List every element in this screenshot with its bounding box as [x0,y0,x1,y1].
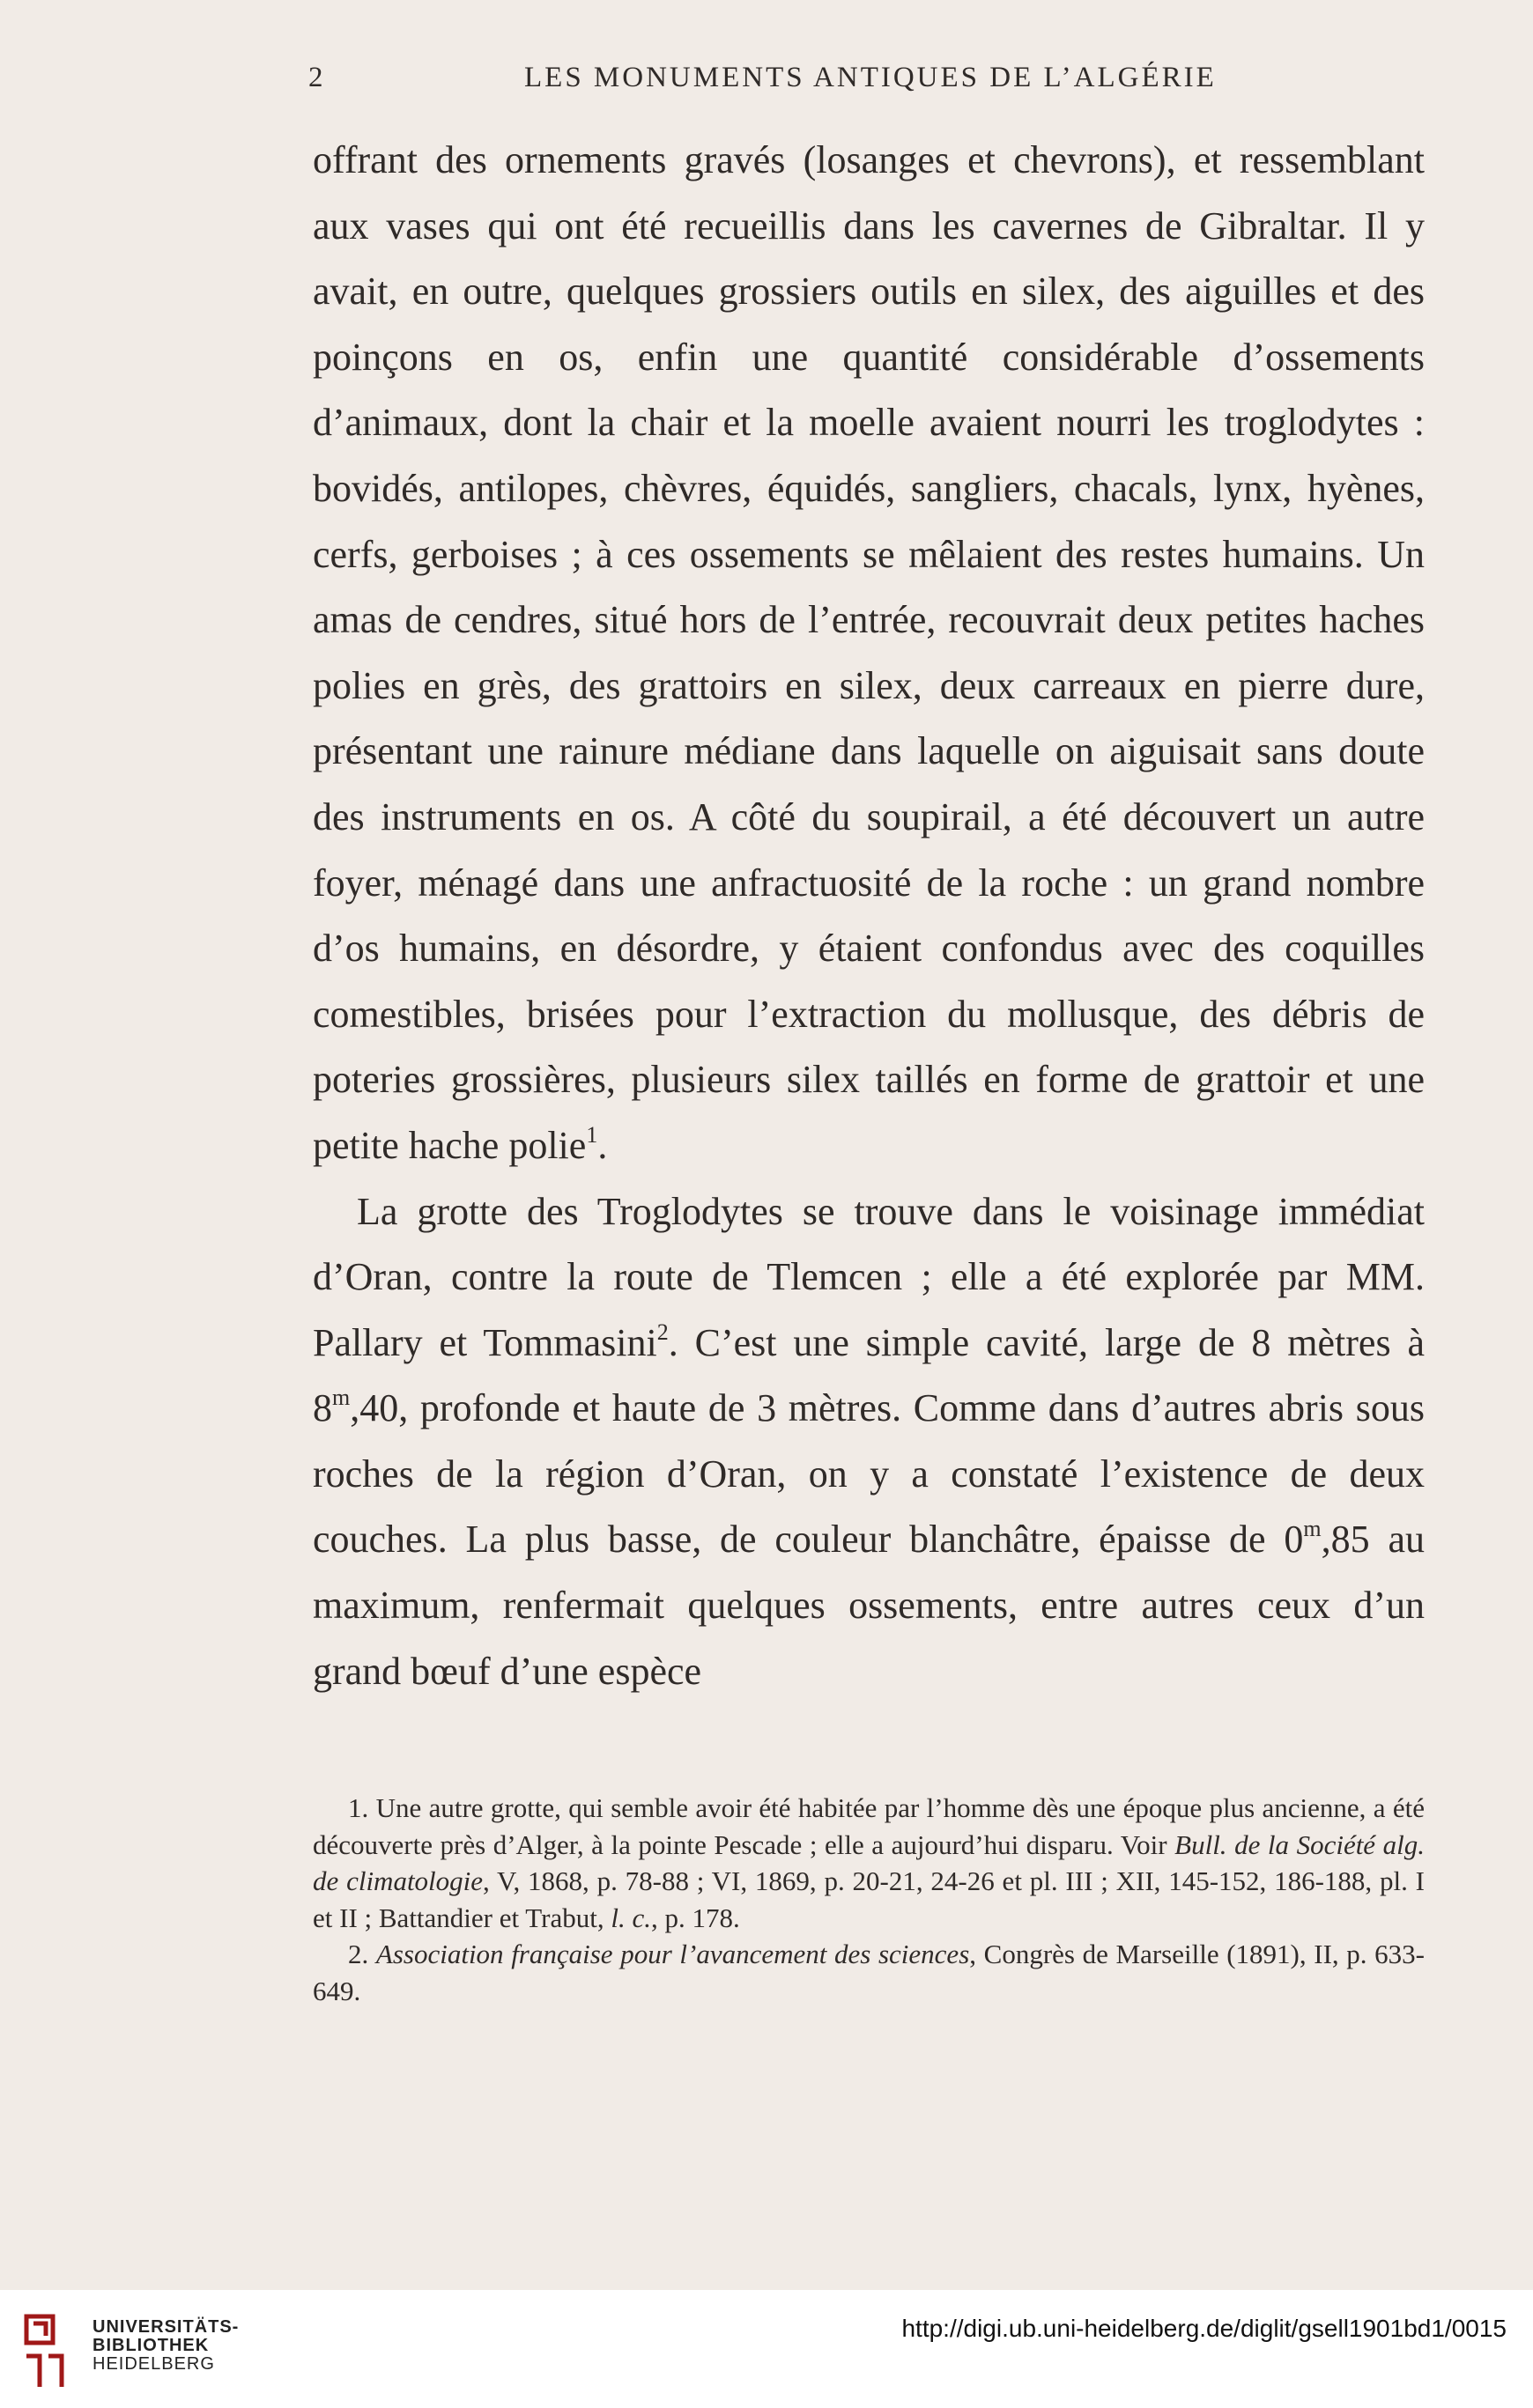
library-logo-icon [18,2308,88,2396]
footnote-ref-1: 1 [586,1121,598,1148]
page-number: 2 [308,62,325,93]
footnote-ref-2: 2 [656,1318,669,1345]
footnote-1-text: , p. 178. [650,1902,740,1933]
footnote-2-title: Association française pour l’avancement des sciences [375,1939,970,1970]
paragraph-2-text-a: La grotte des Troglodytes se trouve dans le voisinage immédiat d’Oran, contre la route de Tlemcen ; elle a été explorée par MM. Pallary et Tommasini [313,1189,1425,1364]
paragraph-2 [313,1179,1425,1705]
footnote-1-text: 1. Une autre grotte, qui semble avoir été habitée par l’homme dès une époque plus ancienne, a été découverte près d’Alger, à la pointe Pescade ; elle a aujourd’hui disparu. Voir [313,1792,1425,1860]
unit-meter-superscript: m [1303,1516,1322,1542]
library-name-line: UNIVERSITÄTS- [93,2317,240,2337]
page-header [308,62,1427,106]
library-name-line: BIBLIOTHEK [93,2336,210,2355]
paragraph-2-text-d: ,85 au maximum, renfermait quelques ossements, entre autres ceux d’un grand bœuf d’une espèce [313,1518,1426,1693]
paragraph-1 [313,128,1425,1179]
footnote-1-citation: l. c. [611,1902,651,1933]
footnotes [313,1790,1425,2010]
footnote-2-text: , Congrès de Marseille (1891), II, p. 633-649. [313,1939,1425,2006]
source-url-link[interactable]: http://digi.ub.uni-heidelberg.de/diglit/gsell1901bd1/0015 [901,2315,1507,2342]
library-name [93,2318,239,2374]
paragraph-2-text-b: . C’est une simple cavité, large de 8 mètres à 8 [313,1320,1425,1430]
footnote-1-text: , V, 1868, p. 78-88 ; VI, 1869, p. 20-21, 24-26 et pl. III ; XII, 145-152, 186-188, pl. I et II ; Battandier et Trabut, [313,1865,1425,1933]
paragraph-2-text-c: ,40, profonde et haute de 3 mètres. Comme dans d’autres abris sous roches de la région d’Oran, on y a constaté l’existence de deux couches. La plus basse, de couleur blanchâtre, épaisse de 0 [313,1386,1425,1562]
body-text [313,128,1425,1704]
footnote-2 [313,1936,1425,2009]
library-name-line: HEIDELBERG [93,2354,215,2374]
footnote-1-journal-title: Bull. de la Société alg. de climatologie [313,1828,1425,1897]
footnote-1 [313,1790,1425,1936]
footer-bar [0,2290,1533,2408]
running-title: LES MONUMENTS ANTIQUES DE L’ALGÉRIE [524,62,1217,93]
footnote-2-text: 2. [348,1939,376,1970]
paragraph-1-text: offrant des ornements gravés (losanges et chevrons), et ressemblant aux vases qui ont été recueillis dans les cavernes de Gibraltar. Il y avait, en outre, quelques grossiers outils en silex, des aiguilles et des poinçons en os, enfin une quantité considérable d’ossements d’animaux, dont la chair et la moelle avaient nourri les troglodytes : bovidés, antilopes, chèvres, équidés, sangliers, chacals, lynx, hyènes, cerfs, gerboises ; à ces ossements se mêlaient des restes humains. Un amas de cendres, situé hors de l’entrée, recouvrait deux petites haches polies en grès, des grattoirs en silex, deux carreaux en pierre dure, présentant une rainure médiane dans laquelle on aiguisait sans doute des instruments en os. A côté du soupirail, a été découvert un autre foyer, ménagé dans une anfractuosité de la roche : un grand nombre d’os humains, en désordre, y étaient confondus avec des coquilles comestibles, brisées pour l’extraction du mollusque, des débris de poteries grossières, plusieurs silex taillés en forme de grattoir et une petite hache polie [313,138,1425,1167]
unit-meter-superscript: m [332,1385,351,1411]
paragraph-1-end: . [597,1123,608,1167]
